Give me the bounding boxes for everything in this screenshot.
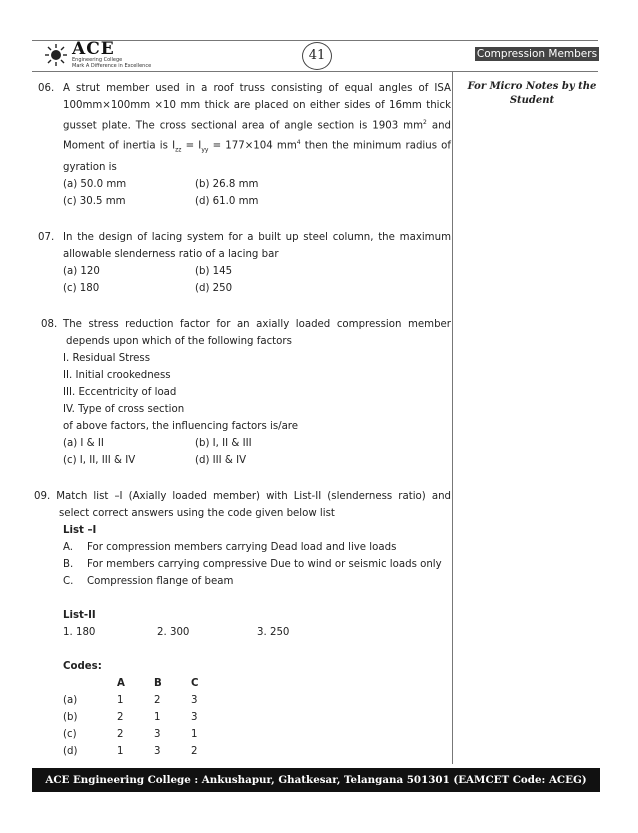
q6-number: 06. bbox=[38, 83, 55, 94]
q7-options-row2 bbox=[38, 280, 451, 297]
logo-name: ACE bbox=[72, 39, 115, 59]
list-2 bbox=[38, 624, 451, 641]
question-6: 06. A strut member used in a roof truss consisting of equal angles of ISA 100mm×100mm ×10 mm thick are placed on either sides of 16mm thick gusset plate. The cross sectional area of angle section is 1903 $mm^2$ and Moment of inertia is $I_{zz} = I_{yy} = 177\times 104$ $mm^4$ then the minimum radius of gyration is bbox=[38, 80, 451, 176]
list-2-item: 3. 250 bbox=[257, 626, 290, 638]
q8-option-c: (c) I, II, III & IV bbox=[63, 454, 136, 466]
q8-factor-2: II. Initial crookedness bbox=[63, 369, 171, 381]
q6-option-a: (a) 50.0 mm bbox=[63, 178, 127, 190]
footer-address: ACE Engineering College : Ankushapur, Ghatkesar, Telangana 501301 (EAMCET Code: ACEG) bbox=[32, 768, 600, 792]
page-number: 41 bbox=[302, 42, 332, 70]
list-1-item: B. For members carrying compressive Due to wind or seismic loads only bbox=[63, 558, 442, 570]
list-2-item: 1. 180 bbox=[63, 626, 96, 638]
q8-factor-3: III. Eccentricity of load bbox=[63, 386, 177, 398]
codes-row: (d) 1 3 2 bbox=[63, 745, 198, 757]
codes-row: (c) 2 3 1 bbox=[63, 728, 198, 740]
q8-options-row1 bbox=[38, 435, 451, 452]
codes-row: (b) 2 1 3 bbox=[63, 711, 198, 723]
q7-option-b: (b) 145 bbox=[195, 265, 233, 277]
college-logo bbox=[44, 41, 154, 69]
questions-content bbox=[34, 80, 451, 760]
logo-subtitle: Engineering College bbox=[72, 57, 123, 63]
q8-option-b: (b) I, II & III bbox=[195, 437, 252, 449]
codes-table bbox=[38, 675, 451, 760]
section-title: Compression Members bbox=[476, 48, 598, 60]
q7-number: 07. bbox=[38, 231, 55, 243]
list-2-heading: List-II bbox=[63, 609, 96, 621]
question-7: 07. In the design of lacing system for a built up steel column, the maximum allowable slenderness ratio of a lacing bar bbox=[38, 229, 451, 263]
q8-number: 08. bbox=[41, 318, 58, 330]
codes-heading: Codes: bbox=[63, 660, 102, 672]
q6-options-row1 bbox=[38, 176, 451, 193]
question-9: 09. Match list –I (Axially loaded member) with List-II (slenderness ratio) and select correct answers using the code given below list bbox=[34, 490, 451, 519]
q6-option-c: (c) 30.5 mm bbox=[63, 195, 126, 207]
list-1-item: A. For compression members carrying Dead load and live loads bbox=[63, 541, 397, 553]
list-2-item: 2. 300 bbox=[157, 626, 190, 638]
question-8: 08. The stress reduction factor for an axially loaded compression member depends upon which of the following factors bbox=[41, 316, 451, 350]
list-1-item: C. Compression flange of beam bbox=[63, 575, 234, 587]
q8-option-a: (a) I & II bbox=[63, 437, 104, 449]
list-1 bbox=[38, 539, 451, 590]
logo-tagline: Mark A Difference in Excellence bbox=[72, 63, 152, 69]
codes-header-row: A B C bbox=[117, 677, 199, 689]
q7-option-d: (d) 250 bbox=[195, 282, 233, 294]
side-note: For Micro Notes by the Student bbox=[467, 81, 597, 106]
sun-emblem-icon bbox=[44, 43, 68, 67]
q8-options-row2 bbox=[38, 452, 451, 469]
q8-factor-4: IV. Type of cross section bbox=[63, 403, 185, 415]
header-bottom-rule bbox=[32, 71, 598, 72]
list-1-heading: List –I bbox=[63, 524, 97, 536]
margin-divider bbox=[452, 72, 453, 764]
q8-option-d: (d) III & IV bbox=[195, 454, 247, 466]
q7-options-row1 bbox=[38, 263, 451, 280]
q6-option-b: (b) 26.8 mm bbox=[195, 178, 259, 190]
q8-prompt: of above factors, the influencing factors is/are bbox=[63, 420, 299, 432]
q8-factor-1: I. Residual Stress bbox=[63, 352, 151, 364]
q6-options-row2 bbox=[38, 193, 451, 210]
codes-row: (a) 1 2 3 bbox=[63, 694, 198, 706]
q7-option-c: (c) 180 bbox=[63, 282, 100, 294]
q7-option-a: (a) 120 bbox=[63, 265, 100, 277]
q6-option-d: (d) 61.0 mm bbox=[195, 195, 259, 207]
